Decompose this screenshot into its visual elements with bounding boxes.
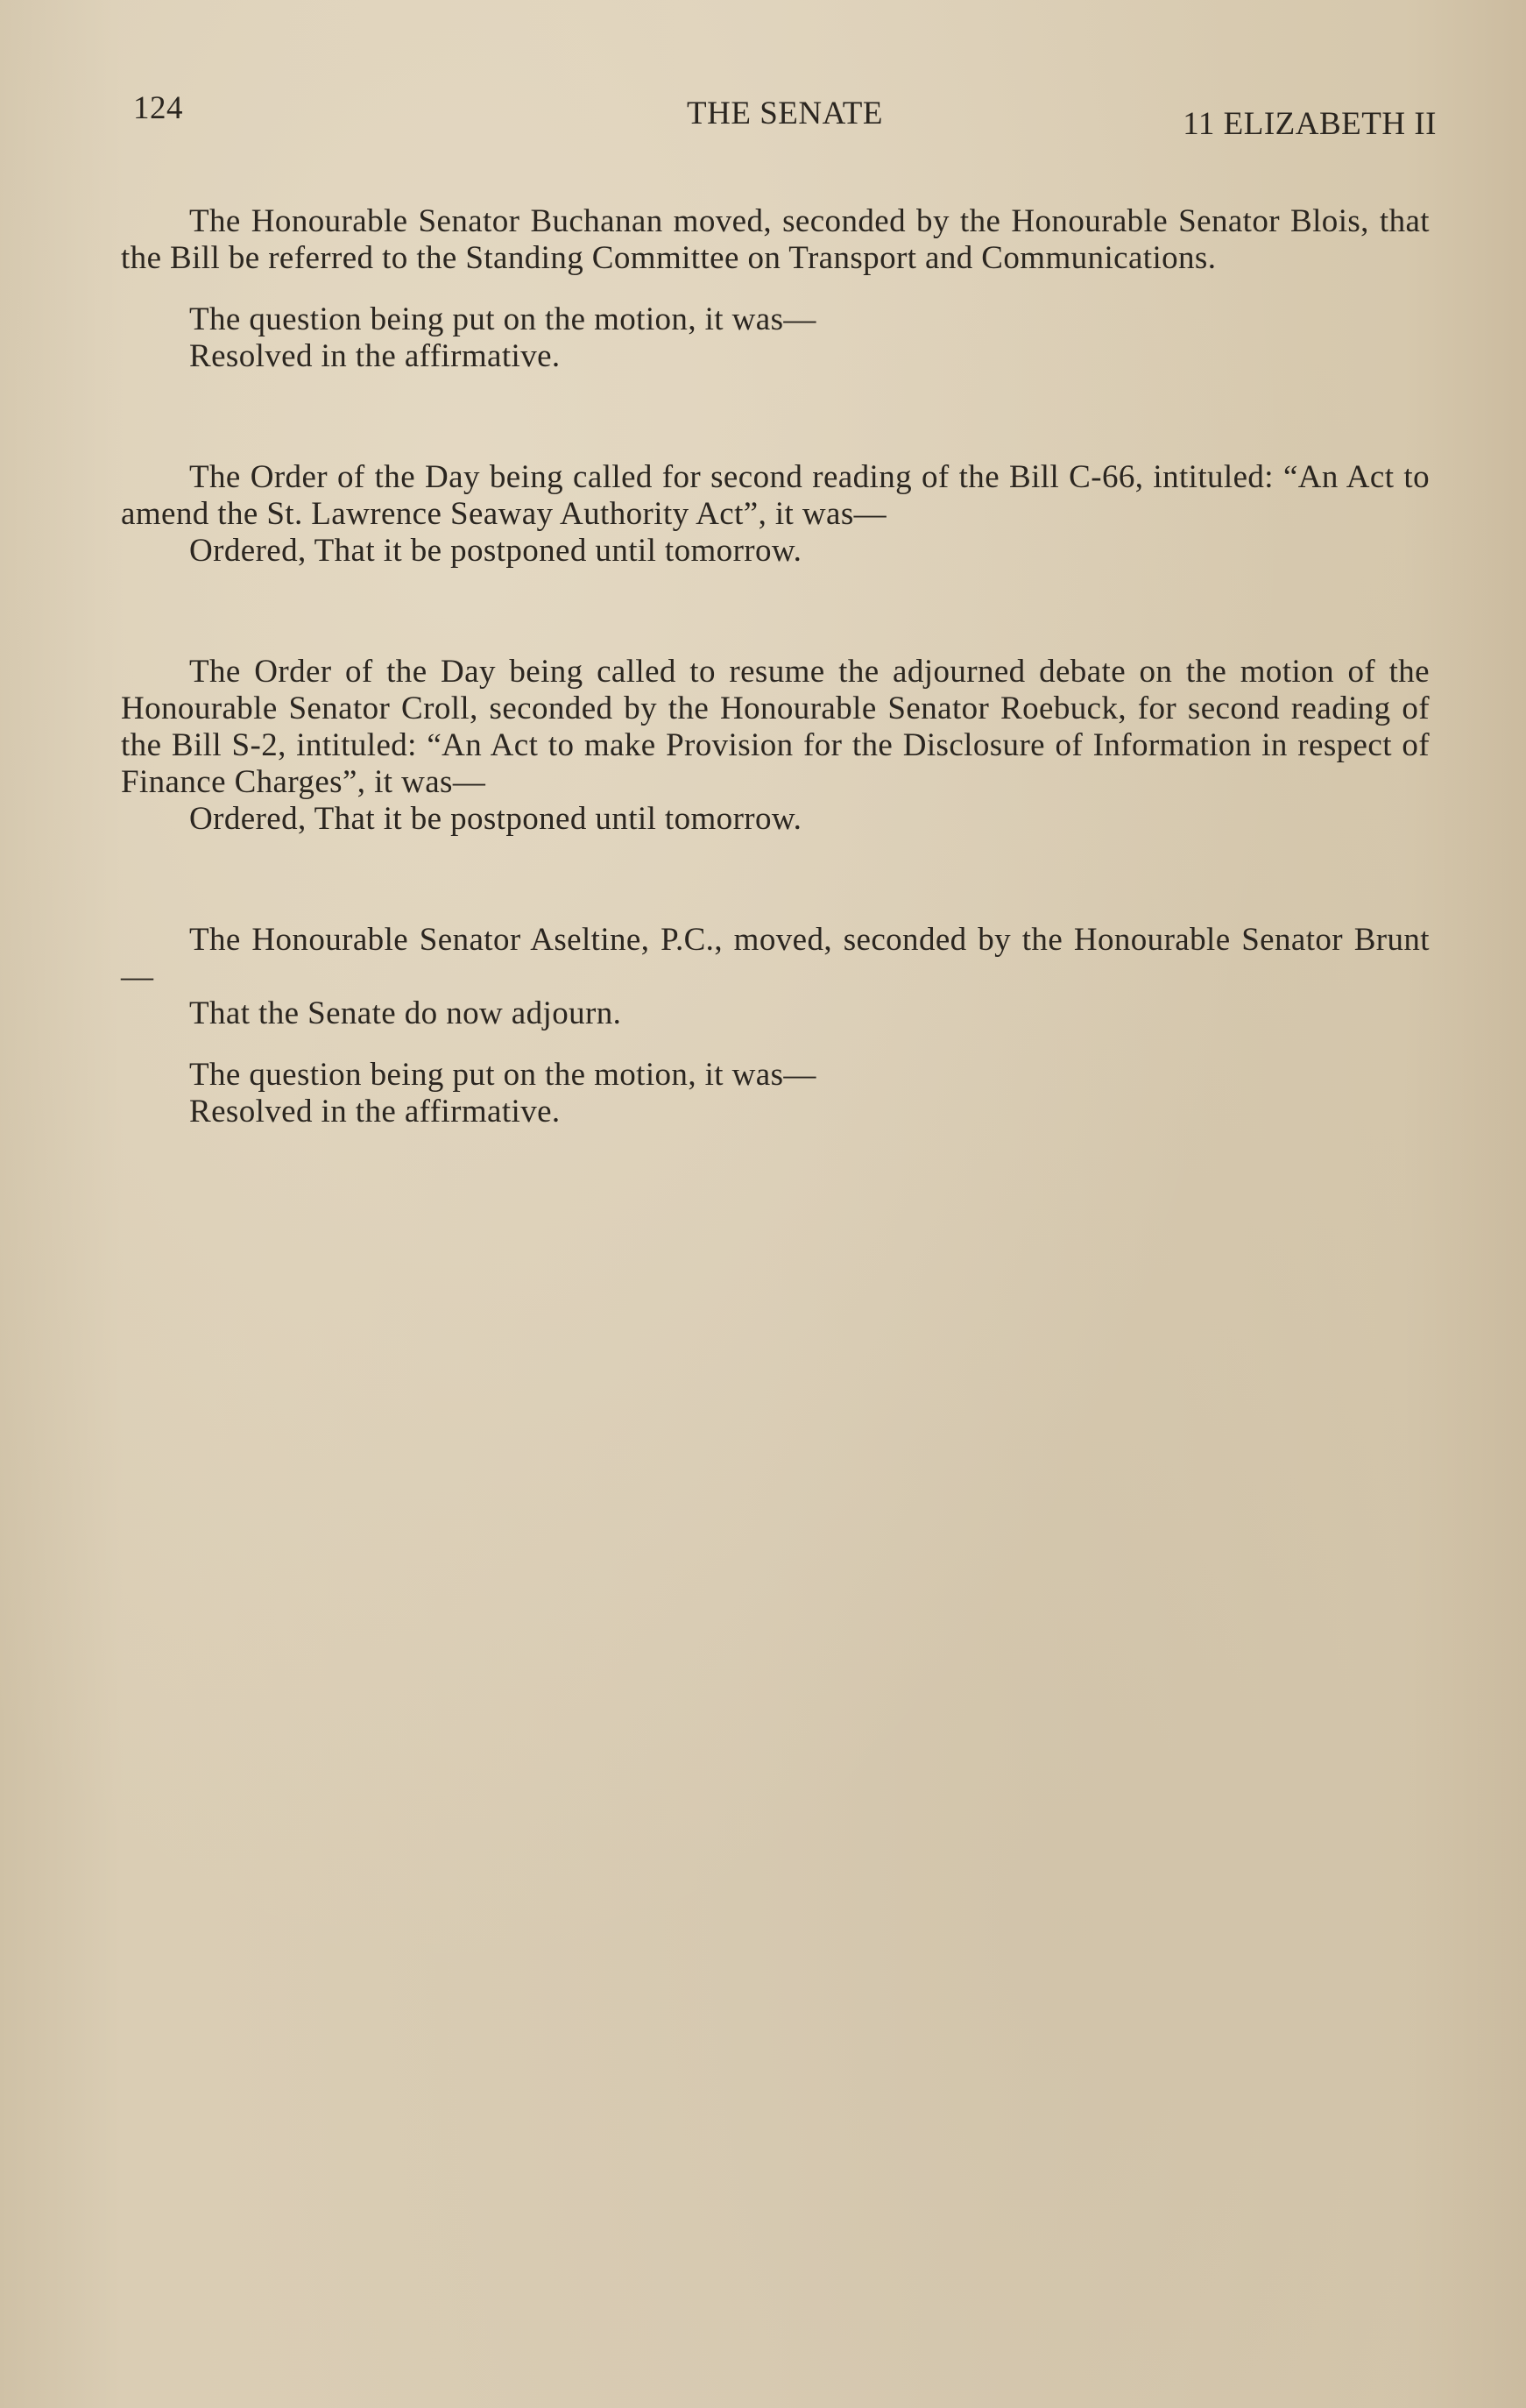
entry-referral-motion: [121, 203, 1430, 375]
running-title: THE SENATE: [687, 96, 883, 131]
result-text: Resolved in the affirmative.: [189, 338, 561, 374]
motion-text: The Honourable Senator Aseltine, P.C., moved, seconded by the Honourable Senator Brunt—: [121, 922, 1430, 995]
result-text: Ordered, That it be postponed until tomorrow.: [189, 801, 802, 837]
session-label: 11 ELIZABETH II: [1183, 106, 1437, 142]
journal-body: [121, 203, 1430, 1130]
result-text: Ordered, That it be postponed until tomorrow.: [189, 533, 802, 569]
page-header: [133, 89, 1437, 142]
order-text: The Order of the Day being called to resume the adjourned debate on the motion of the Honourable Senator Croll, seconded by the Honourable Senator Roebuck, for second reading of the Bill S-2, intituled: “An Act to make Provision for the Disclosure of Information in respect of Finance Charges”, it was—: [121, 654, 1430, 800]
motion-text: The Honourable Senator Buchanan moved, seconded by the Honourable Senator Blois, that the Bill be referred to the Standing Committee on Transport and Communications.: [121, 203, 1430, 276]
entry-adjournment: [121, 922, 1430, 1130]
result-text: Resolved in the affirmative.: [189, 1094, 561, 1130]
entry-bill-c66: [121, 459, 1430, 570]
question-text: The question being put on the motion, it was—: [189, 301, 816, 337]
order-text: The Order of the Day being called for second reading of the Bill C-66, intituled: “An Act to amend the St. Lawrence Seaway Authority Act”, it was—: [121, 459, 1430, 532]
entry-bill-s2: [121, 654, 1430, 838]
question-text: The question being put on the motion, it was—: [189, 1057, 816, 1093]
resolution-text: That the Senate do now adjourn.: [189, 995, 622, 1031]
page-number: 124: [133, 90, 183, 126]
